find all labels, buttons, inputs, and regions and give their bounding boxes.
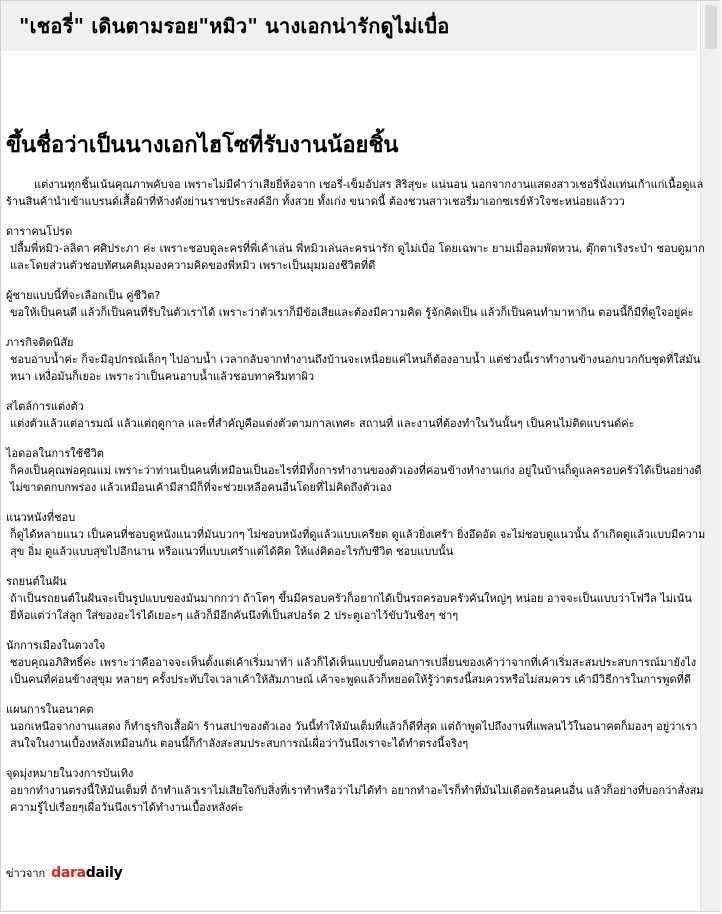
logo-part-dara: dara bbox=[51, 865, 86, 881]
qa-section bbox=[6, 398, 708, 432]
daradaily-logo[interactable] bbox=[51, 865, 122, 881]
section-answer: ปลื้มพี่หมิว-ลลิตา ศศิประภา ค่ะ เพราะชอบดูละครที่พี่เค้าเล่น พี่หมิวเล่นละครน่ารัก ดูไม่เบื่อ โดยเฉพาะ ยามเมื่อลมพัดหวน, ตุ๊กตาเริงระบำ ชอบดูมาก และโดยส่วนตัวชอบทัศนคติมุมองความคิดของพี่หมิว เพราะเป็นมุมมองชีวิตที่ดี bbox=[10, 242, 705, 272]
qa-section bbox=[6, 765, 708, 816]
qa-section bbox=[6, 223, 708, 274]
section-answer: แต่งตัวแล้วแต่อารมณ์ แล้วแต่ฤดูกาล และที่สำคัญคือแต่งตัวตามกาลเทศะ สถานที่ และงานที่ต้องทำในวันนั้นๆ เป็นคนไม่ติดแบรนด์ค่ะ bbox=[10, 417, 635, 430]
section-answer: นอกเหนือจากงานแสดง ก็ทำธุรกิจเสื้อผ้า ร้านสปาของตัวเอง วันนี้ทำให้มันเต็มที่แล้วก็ดีที่สุด แต่ถ้าพูดไปถึงงานที่แพลนไว้ในอนาคตก็มองๆ อยู่ว่าเราสนใจในงานเบื้องหลังเหมือนกัน ตอนนี้ก็กำลังสะสมประสบการณ์เผื่อว่าวันนึงเราจะได้ทำตรงนี้จริงๆ bbox=[10, 720, 698, 750]
qa-section bbox=[6, 637, 708, 688]
section-answer: ก็คงเป็นคุณพ่อคุณแม่ เพราะว่าท่านเป็นคนที่เหมือนเป็นอะไรที่มีทั้งการทำงานของตัวเองที่ค่อนข้างทำงานเก่ง อยู่ในบ้านก็ดูแลครอบครัวได้เป็นอย่างดีไม่ขาดตกบกพร่อง แล้วเหมือนเค้ามีสามีก็ที่จะช่วยเหลือคนอื่นโดยที่ไม่คิดถึงตัวเอง bbox=[10, 464, 702, 494]
article-body bbox=[6, 126, 708, 816]
qa-section bbox=[6, 509, 708, 560]
page-title: "เชอรี่" เดินตามรอย"หมิว" นางเอกน่ารักดูไม่เบื่อ bbox=[19, 14, 450, 38]
section-heading: ดาราคนโปรด bbox=[6, 225, 73, 238]
section-answer: ขอให้เป็นคนดี แล้วก็เป็นคนที่รับในตัวเราได้ เพราะว่าตัวเราก็มีข้อเสียและต้องมีความคิด รู้จักคิดเป็น แล้วก็เป็นคนทำมาหากิน ตอนนี้ก็มีที่ดูใจอยู่ค่ะ bbox=[10, 306, 694, 319]
news-source bbox=[6, 864, 122, 882]
section-heading: นักการเมืองในดวงใจ bbox=[6, 639, 106, 652]
section-answer: อยากทำงานตรงนี้ให้มันเต็มที่ ถ้าทำแล้วเราไม่เสียใจกับสิ่งที่เราทำหรือว่าไม่ได้ทำ อยากทำอะไรก็ทำที่มันไม่เดือดร้อนคนอื่น แล้วก็อย่างที่บอกว่าสั่งสมความรู้ไปเรื่อยๆเผื่อวันนึงเราได้ทำงานเบื้องหลังค่ะ bbox=[10, 784, 704, 814]
source-label: ข่าวจาก bbox=[6, 867, 46, 880]
section-heading: แผนการในอนาคต bbox=[6, 703, 94, 716]
qa-section bbox=[6, 701, 708, 752]
qa-section bbox=[6, 445, 708, 496]
section-heading: ไอดอลในการใช้ชีวิต bbox=[6, 447, 104, 460]
page-header bbox=[1, 1, 697, 51]
qa-section bbox=[6, 287, 708, 321]
section-heading: รถยนต์ในฝัน bbox=[6, 575, 67, 588]
section-heading: สไตล์การแต่งตัว bbox=[6, 400, 84, 413]
section-answer: ชอบอาบน้ำค่ะ ก็จะมีอุปกรณ์เล็กๆ ไปอาบน้ำ เวลากลับจากทำงานถึงบ้านจะเหนื่อยแค่ไหนก็ต้องอาบน้ำ แต่ช่วงนี้เราทำงานข้างนอกบวกกับชุดที่ใส่มันหนา เหงื่อมันก็เยอะ เพราะว่าเป็นคนอาบน้ำแล้วชอบทาครีมทาผิว bbox=[10, 353, 701, 383]
section-heading: แนวหนังที่ชอบ bbox=[6, 511, 76, 524]
section-answer: ถ้าเป็นรถยนต์ในฝันจะเป็นรูปแบบของมันมากกว่า ถ้าโตๆ ขึ้นมีครอบครัวก็อยากได้เป็นรถครอบครัวคันใหญ่ๆ หน่อย อาจจะเป็นแบบว่าโฟวีล ไม่เน้นยี่ห้อแต่ว่าใส่ลูก ใส่ของอะไรได้เยอะๆ แล้วก็มีอีกคันนึงที่เป็นสปอร์ต 2 ประตูเอาไว้ขับวันชิงๆ ช่าๆ bbox=[10, 592, 692, 622]
article-text bbox=[6, 176, 708, 816]
article-intro: แต่งานทุกชิ้นเน้นคุณภาพคับจอ เพราะไม่มีคำว่าเสียยี่ห้อจาก เชอรี่-เข็มอัปสร สิริสุขะ แน่นอน นอกจากงานแสดงสาวเชอรี่นั่งแท่นเก้าแก่เนื้อดูแลร้านสินค้านำเข้าแบรนด์เสื้อผ้าที่ห้างดังย่านราชประสงค์อีก ทั้งสวย ทั้งเก่ง ขนาดนี้ ต้องชวนสาวเชอรี่มาเอกซเรย์หัวใจชะหน่อยแล้ววว bbox=[6, 178, 704, 208]
qa-section bbox=[6, 573, 708, 624]
section-heading: ภารกิจติดนิสัย bbox=[6, 336, 74, 349]
section-heading: ผู้ชายแบบนี้ที่จะเลือกเป็น คู่ชีวิต? bbox=[6, 289, 161, 302]
scrollbar-thumb[interactable] bbox=[705, 5, 717, 49]
qa-section bbox=[6, 334, 708, 385]
section-answer: ก็ดูได้หลายแนว เป็นคนที่ชอบดูหนังแนวที่มันบวกๆ ไม่ชอบหนังที่ดูแล้วแบบเครียด ดูแล้วยิ่งเศร้า ยิ่งอึดอัด จะไม่ชอบดูแนวนั้น ถ้าเกิดดูแล้วแบบมีความสุข อิ่ม ดูแล้วแบบสุขไปอีกนาน หรือแนวที่แบบเศร้าแต่ได้คิด ให้แง่คิดอะไรกับชีวิต ชอบแบบนั้น bbox=[10, 528, 706, 558]
section-answer: ชอบคุณอภิสิทธิ์ค่ะ เพราะว่าคืออาจจะเห็นตั้งแต่เค้าเริ่มมาทำ แล้วก็ได้เห็นแบบขั้นตอนการเปลี่ยนของเค้าว่าจากที่เค้าเริ่มสะสมประสบการณ์มายังไง เป็นคนที่ค่อนข้างสุขุม หลายๆ ครั้งประทับใจเวลาเค้าให้สัมภาษณ์ เค้าจะพูดแล้วก็หยอดให้รู้ว่าตรงนี้สมควรหรือไม่สมควร เค้ามีวิธีการในการพูดที่ดี bbox=[10, 656, 697, 686]
section-heading: จุดมุ่งหมายในวงการบันเทิง bbox=[6, 767, 134, 780]
logo-part-daily: daily bbox=[85, 865, 123, 881]
article-headline: ขึ้นชื่อว่าเป็นนางเอกไฮโซที่รับงานน้อยชิ้น bbox=[6, 133, 399, 158]
